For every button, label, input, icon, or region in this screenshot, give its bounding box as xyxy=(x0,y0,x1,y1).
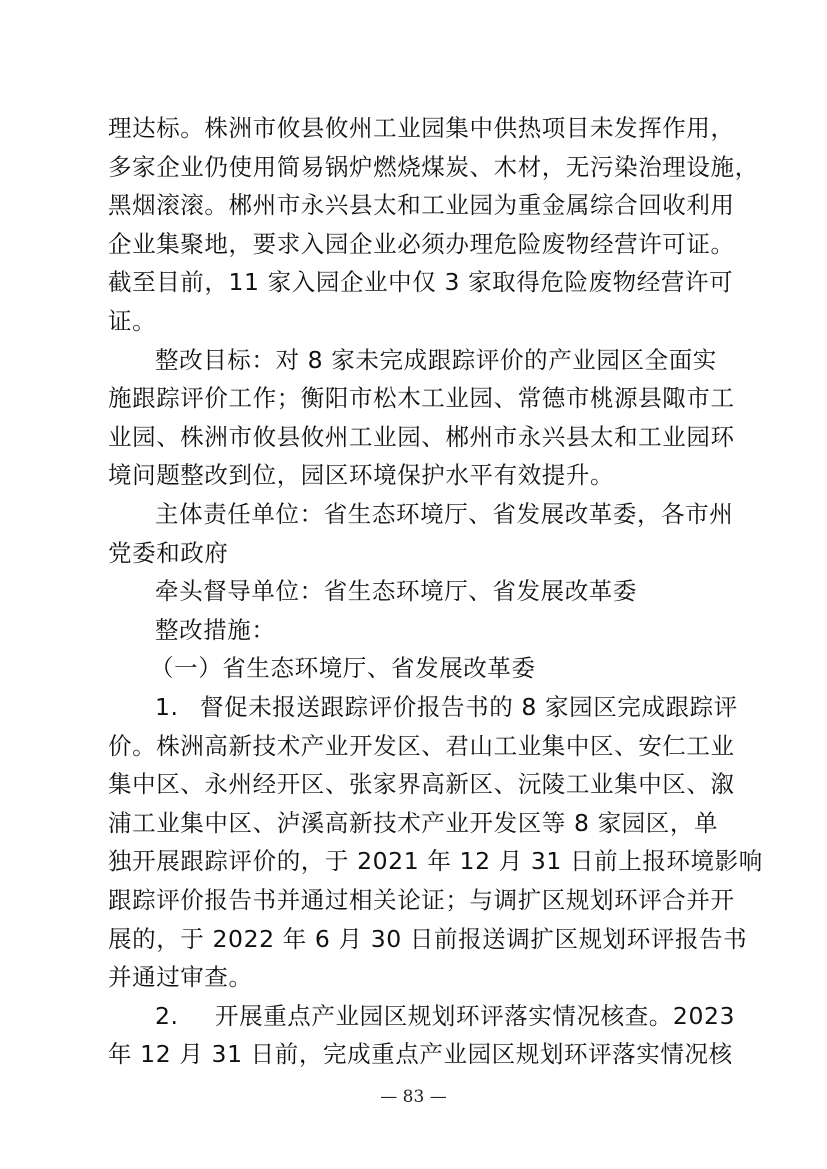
text-line: 督促未报送跟踪评价报告书的 8 家园区完成跟踪评 xyxy=(200,693,738,721)
list-item-2 xyxy=(155,1002,735,1030)
text-line: 并通过审查。 xyxy=(108,963,253,991)
paragraph-supervising-unit: 牵头督导单位：省生态环境厅、省发展改革委 xyxy=(155,577,637,605)
text-line: 多家企业仍使用简易锅炉燃烧煤炭、木材，无污染治理设施， xyxy=(108,153,759,181)
text-line: 开展重点产业园区规划环评落实情况核查。2023 xyxy=(215,1002,736,1030)
text-line: 业园、株洲市攸县攸州工业园、郴州市永兴县太和工业园环 xyxy=(108,423,735,451)
text-line: 跟踪评价报告书并通过相关论证；与调扩区规划环评合并开 xyxy=(108,886,735,914)
paragraph-responsible-unit: 主体责任单位：省生态环境厅、省发展改革委，各市州 xyxy=(155,500,734,528)
text-line: 党委和政府 xyxy=(108,539,229,567)
text-line: 证。 xyxy=(108,307,157,335)
text-line: 黑烟滚滚。郴州市永兴县太和工业园为重金属综合回收利用 xyxy=(108,191,735,219)
text-line: 集中区、永州经开区、张家界高新区、沅陵工业集中区、溆 xyxy=(108,770,735,798)
heading-section-1: （一）省生态环境厅、省发展改革委 xyxy=(150,654,536,682)
text-line: 价。株洲高新技术产业开发区、君山工业集中区、安仁工业 xyxy=(108,732,735,760)
heading-measures: 整改措施： xyxy=(155,616,276,644)
text-line: 年 12 月 31 日前，完成重点产业园区规划环评落实情况核 xyxy=(108,1040,733,1068)
item-number: 2. xyxy=(155,1002,179,1030)
text-line: 截至目前，11 家入园企业中仅 3 家取得危险废物经营许可 xyxy=(108,268,734,296)
text-line: 浦工业集中区、泸溪高新技术产业开发区等 8 家园区，单 xyxy=(108,809,719,837)
text-line: 独开展跟踪评价的，于 2021 年 12 月 31 日前上报环境影响 xyxy=(108,847,763,875)
text-line: 境问题整改到位，园区环境保护水平有效提升。 xyxy=(108,461,615,489)
paragraph-rectification-goal: 整改目标：对 8 家未完成跟踪评价的产业园区全面实 xyxy=(155,346,717,374)
page-number: — 83 — xyxy=(380,1087,447,1107)
text-line: 施跟踪评价工作；衡阳市松木工业园、常德市桃源县陬市工 xyxy=(108,384,735,412)
item-number: 1. xyxy=(155,693,179,721)
text-line: 理达标。株洲市攸县攸州工业园集中供热项目未发挥作用， xyxy=(108,114,735,142)
text-line: 企业集聚地，要求入园企业必须办理危险废物经营许可证。 xyxy=(108,230,735,258)
text-line: 展的，于 2022 年 6 月 30 日前报送调扩区规划环评报告书 xyxy=(108,925,748,953)
list-item-1 xyxy=(155,693,738,721)
